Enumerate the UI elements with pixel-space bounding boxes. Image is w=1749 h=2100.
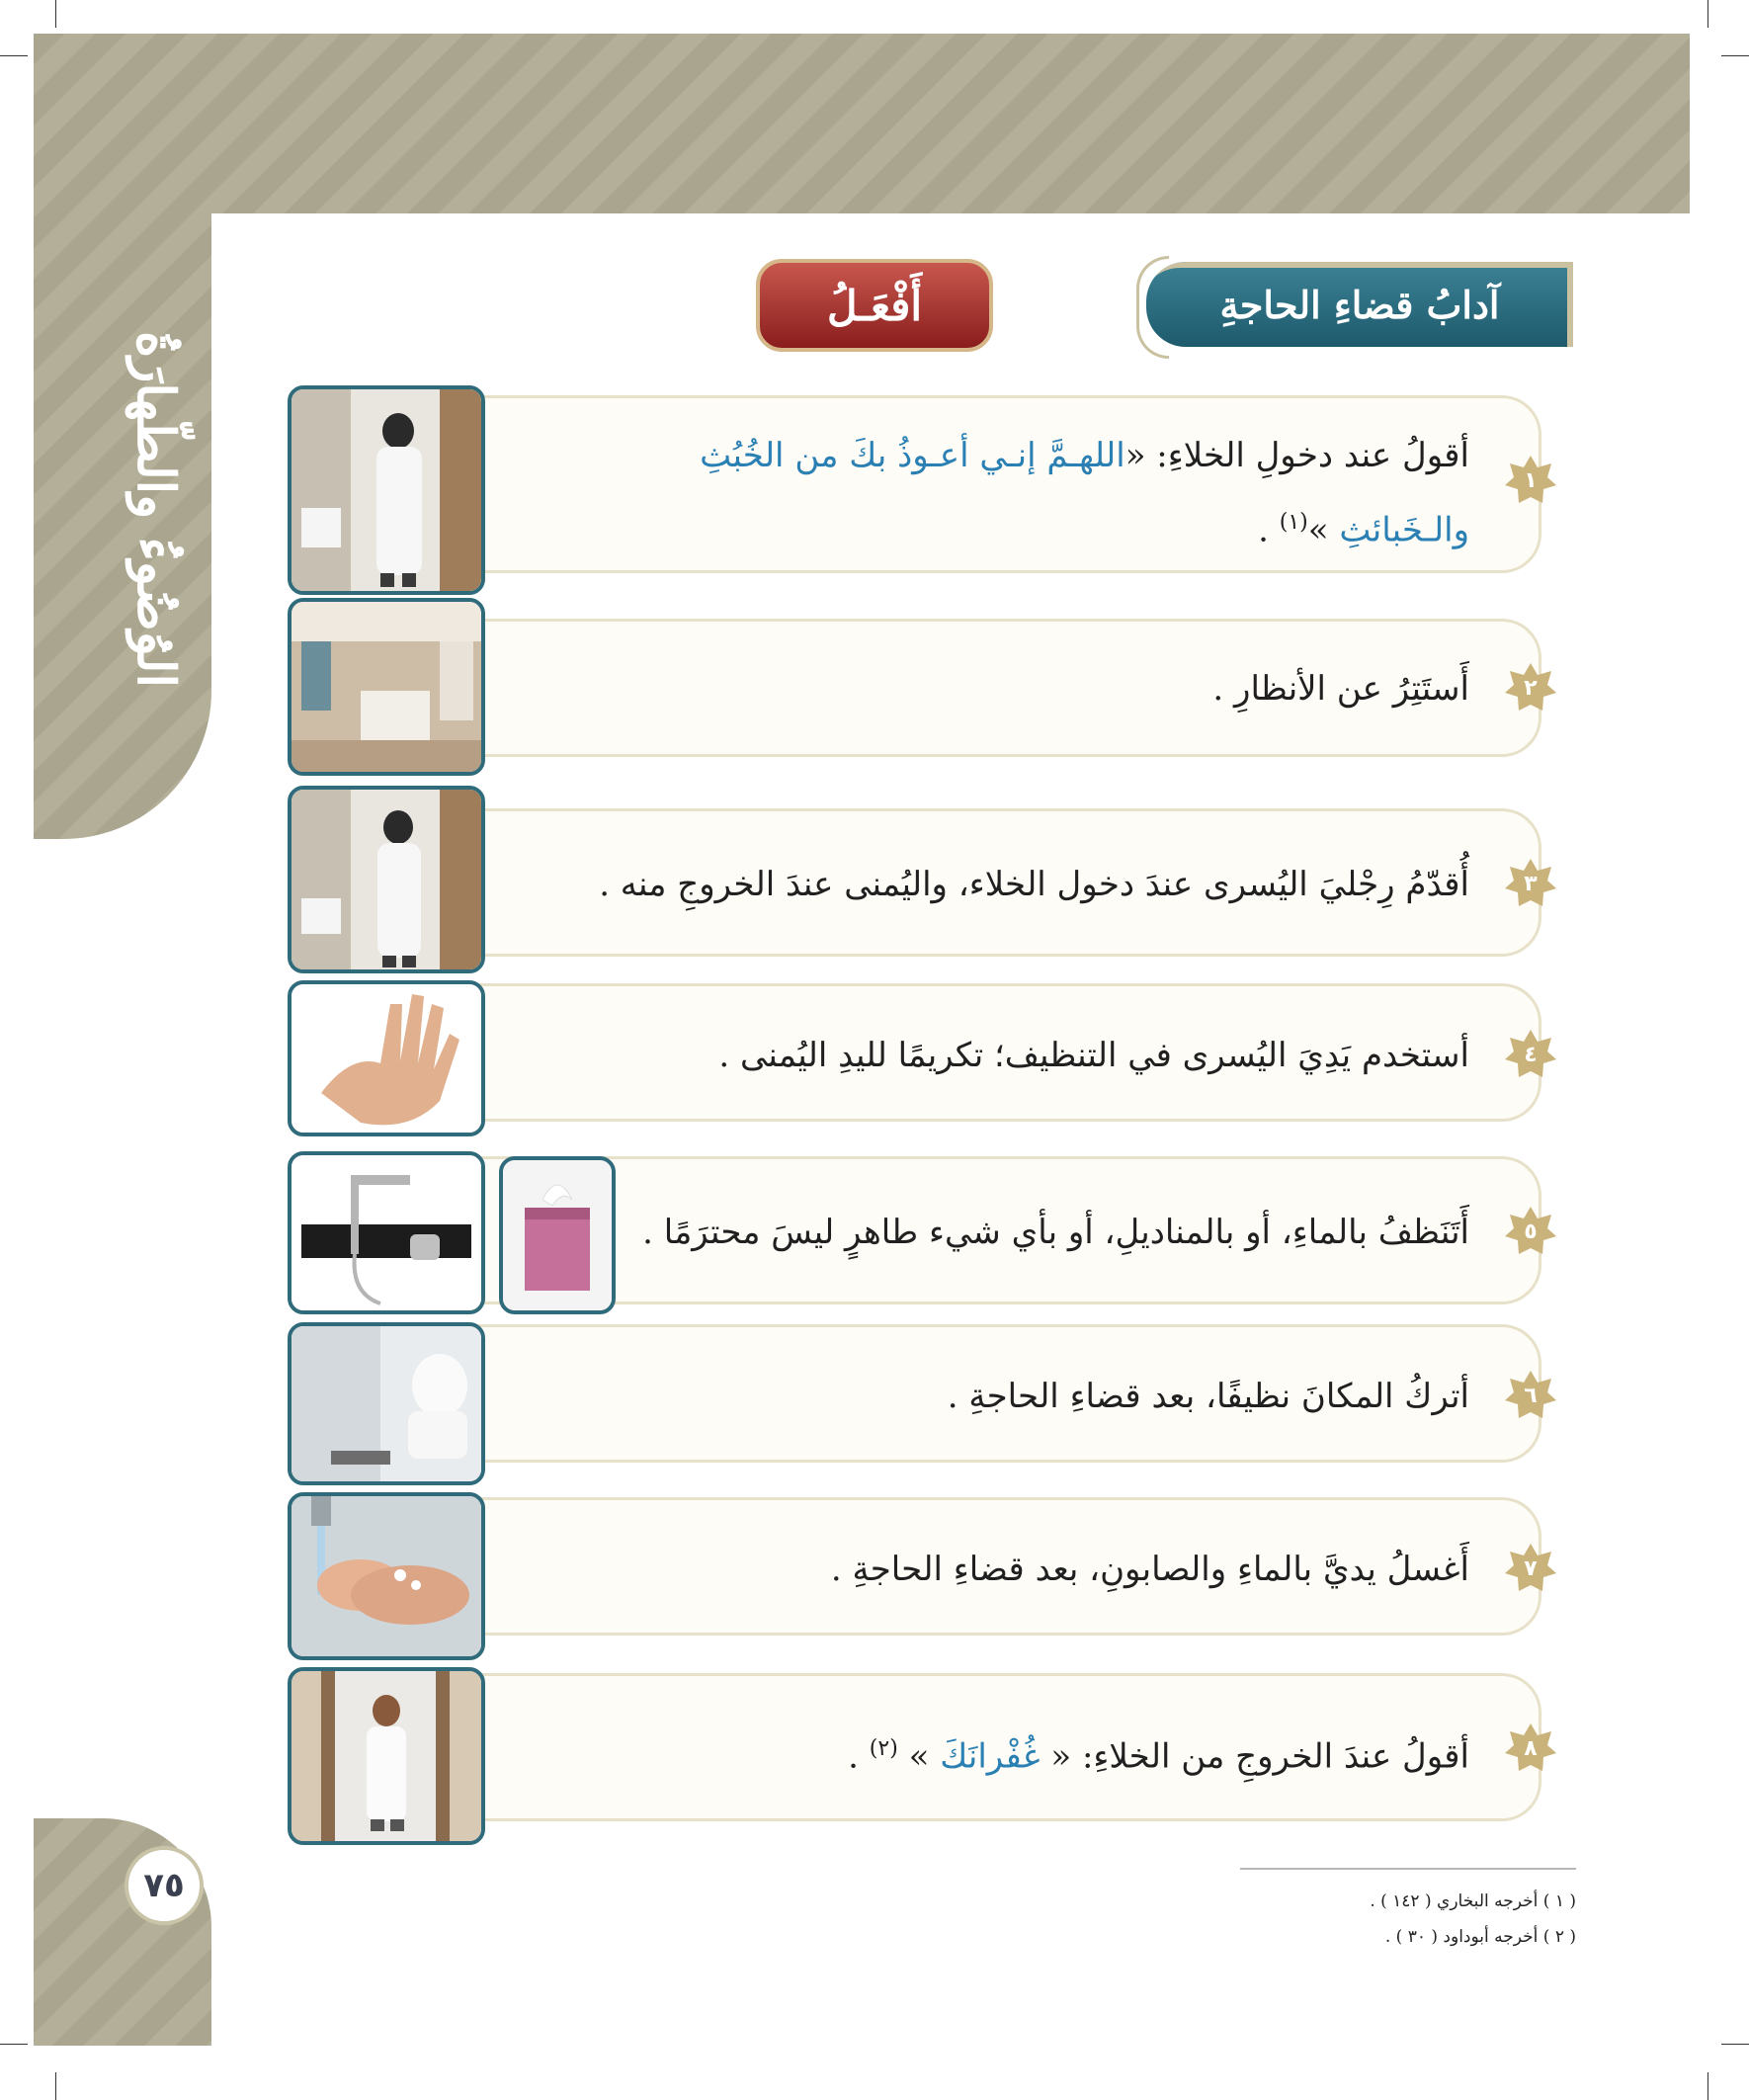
item-text: أَتَنَظفُ بالماءِ، أو بالمناديلِ، أو بأي شيء طاهرٍ ليسَ محترَمًا . [642,1213,1469,1252]
list-item [346,395,1541,573]
footnote: ( ١ ) أخرجه البخاري ( ١٤٢ ) . [1370,1891,1576,1911]
item-text: أتركُ المكانَ نظيفًا، بعد قضاءِ الحاجةِ . [947,1377,1469,1416]
crop-mark [1721,2044,1749,2045]
photo-washing-hands [288,1492,485,1660]
list-item [346,619,1541,757]
footnote-ref: (٢) [869,1736,898,1761]
dua-text: اللهـمَّ إنـي أعـوذُ بكَ من الخُبُثِ والـخَبائثِ [700,436,1469,550]
photo-left-hand [288,980,485,1136]
item-number-badge: ٧ [1503,1542,1558,1597]
item-number-badge: ٢ [1503,661,1558,716]
crop-mark [55,2072,56,2100]
photo-clean-toilet [288,1322,485,1485]
footnote: ( ٢ ) أخرجه أبوداود ( ٣٠ ) . [1384,1927,1576,1947]
photo-bathroom-interior [288,598,485,776]
footnote-ref: (١) [1279,510,1308,535]
item-text: أَغسلُ يديَّ بالماءِ والصابونِ، بعد قضاءِ الحاجةِ . [830,1550,1469,1589]
page-number: ٧٥ [125,1846,204,1925]
crop-mark [0,55,28,56]
photo-boy-stepping-in [288,786,485,973]
item-text: أُقدّمُ رِجْليَ اليُسرى عندَ دخول الخلاء، واليُمنى عندَ الخروجِ منه . [599,865,1469,904]
dua-text: غُفْرانَكَ [940,1736,1041,1777]
list-item [346,1324,1541,1463]
crop-mark [1707,0,1708,28]
list-item [346,808,1541,957]
header-pattern-band [34,34,1690,213]
list-item [346,983,1541,1122]
photo-boy-exiting-bathroom [288,1667,485,1845]
list-item [346,1673,1541,1821]
footnotes [1240,1868,1576,1963]
crop-mark [1707,2072,1708,2100]
do-badge: أَفْعَـلُ [756,259,993,352]
item-text: أستخدم يَدِيَ اليُسرى في التنظيف؛ تكريمًا لليدِ اليُمنى . [718,1036,1469,1075]
item-number-badge: ٥ [1503,1205,1558,1260]
item-number-badge: ٣ [1503,857,1558,912]
item-text: أقولُ عند دخولِ الخلاءِ: «اللهـمَّ إنـي أعـوذُ بكَ من الخُبُثِ والـخَبائثِ »$^{(١)}$ . [700,436,1469,550]
item-text: أقولُ عندَ الخروجِ من الخلاءِ: « غُفْرانَكَ » $^{(٢)}$ . [848,1736,1469,1777]
photo-boy-entering-bathroom [288,385,485,595]
chapter-title: الوُضُوءُ والطّهارَةُ [125,330,186,688]
photo-bidet-sprayer [288,1151,485,1314]
item-number-badge: ٨ [1503,1722,1558,1777]
item-text: أَستَتِرُ عن الأنظارِ . [1212,669,1469,709]
photo-tissue-box [499,1156,616,1314]
item-number-badge: ١ [1503,454,1558,509]
item-number-badge: ٤ [1503,1028,1558,1083]
crop-mark [55,0,56,28]
item-number-badge: ٦ [1503,1369,1558,1424]
crop-mark [0,2044,28,2045]
section-title: آدابُ قضاءِ الحاجةِ [1146,262,1573,347]
crop-mark [1721,55,1749,56]
list-item [346,1497,1541,1636]
